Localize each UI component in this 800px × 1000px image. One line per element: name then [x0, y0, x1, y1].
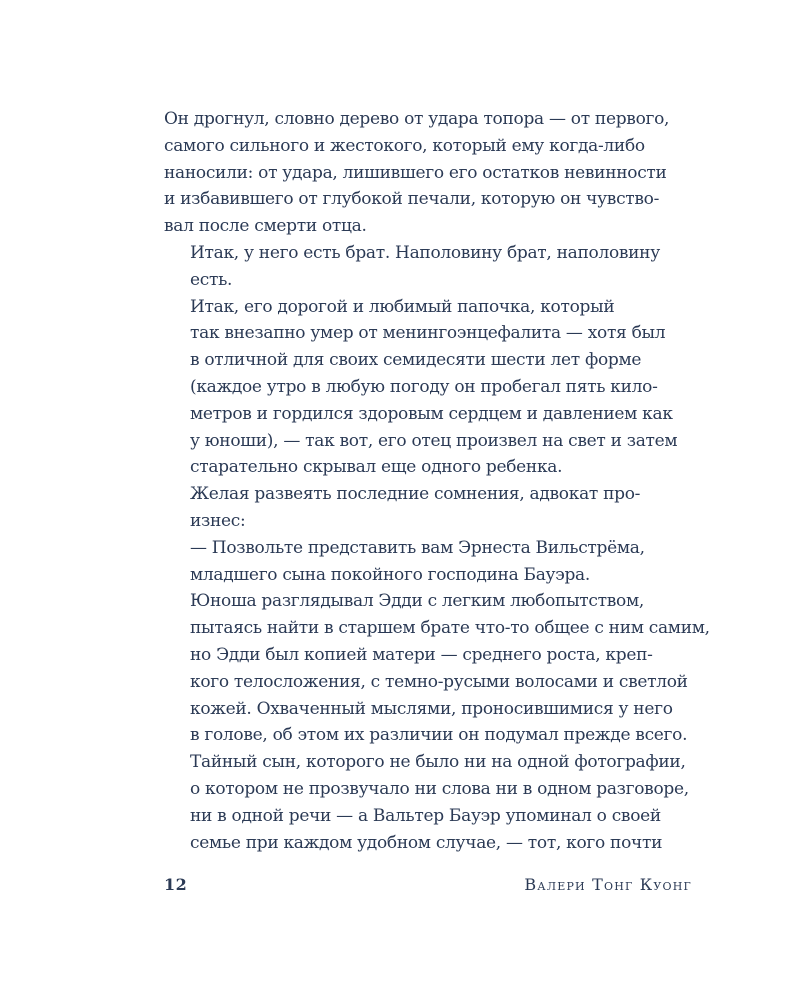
text-line: Желая развеять последние сомнения, адвокат про- [190, 484, 641, 505]
text-line: и избавившего от глубокой печали, которую он чувство- [164, 189, 660, 210]
text-line: (каждое утро в любую погоду он пробегал пять кило- [190, 376, 658, 397]
text-line: Юноша разглядывал Эдди с легким любопытством, [190, 591, 644, 612]
text-line: в голове, об этом их различии он подумал прежде всего. [190, 725, 688, 746]
text-line: ни в одной речи — а Вальтер Бауэр упоминал о своей [190, 805, 661, 826]
text-line: у юноши), — так вот, его отец произвел на свет и затем [190, 430, 678, 451]
body-text [164, 106, 710, 856]
text-line: есть. [190, 269, 233, 290]
text-line: наносили: от удара, лишившего его остатков невинности [164, 162, 667, 183]
text-line: кожей. Охваченный мыслями, проносившимися у него [190, 698, 673, 719]
running-head-author: Валери Тонг Куонг [524, 875, 692, 894]
page-number: 12 [164, 875, 188, 894]
text-line: в отличной для своих семидесяти шести лет форме [190, 350, 642, 371]
text-line: младшего сына покойного господина Бауэра. [190, 564, 590, 585]
text-line: Он дрогнул, словно дерево от удара топора — от первого, [164, 109, 670, 129]
paragraph-5-dialogue [164, 535, 692, 589]
text-line: метров и гордился здоровым сердцем и давлением как [190, 403, 673, 424]
page-footer [164, 871, 692, 899]
paragraph-3 [164, 294, 692, 482]
text-line: так внезапно умер от менингоэнцефалита — хотя был [190, 323, 666, 344]
text-line: но Эдди был копией матери — среднего роста, креп- [190, 644, 653, 665]
text-line: вал после смерти отца. [164, 216, 367, 237]
paragraph-6 [164, 588, 710, 856]
text-line: Итак, его дорогой и любимый папочка, который [190, 296, 615, 317]
paragraph-2 [164, 240, 692, 294]
text-line: самого сильного и жестокого, который ему когда-либо [164, 135, 645, 156]
paragraph-1 [164, 106, 692, 240]
text-line: Итак, у него есть брат. Наполовину брат, наполовину [190, 242, 660, 263]
text-line: — Позвольте представить вам Эрнеста Вильстрёма, [190, 537, 645, 558]
text-line: семье при каждом удобном случае, — тот, кого почти [190, 832, 663, 853]
text-line: о котором не прозвучало ни слова ни в одном разговоре, [190, 778, 689, 799]
text-line: пытаясь найти в старшем брате что-то общее с ним самим, [190, 618, 710, 639]
text-line: старательно скрывал еще одного ребенка. [190, 457, 563, 478]
text-line: изнес: [190, 510, 246, 531]
text-line: Тайный сын, которого не было ни на одной фотографии, [190, 752, 686, 773]
text-line: кого телосложения, с темно-русыми волосами и светлой [190, 671, 688, 692]
paragraph-4 [164, 481, 692, 535]
